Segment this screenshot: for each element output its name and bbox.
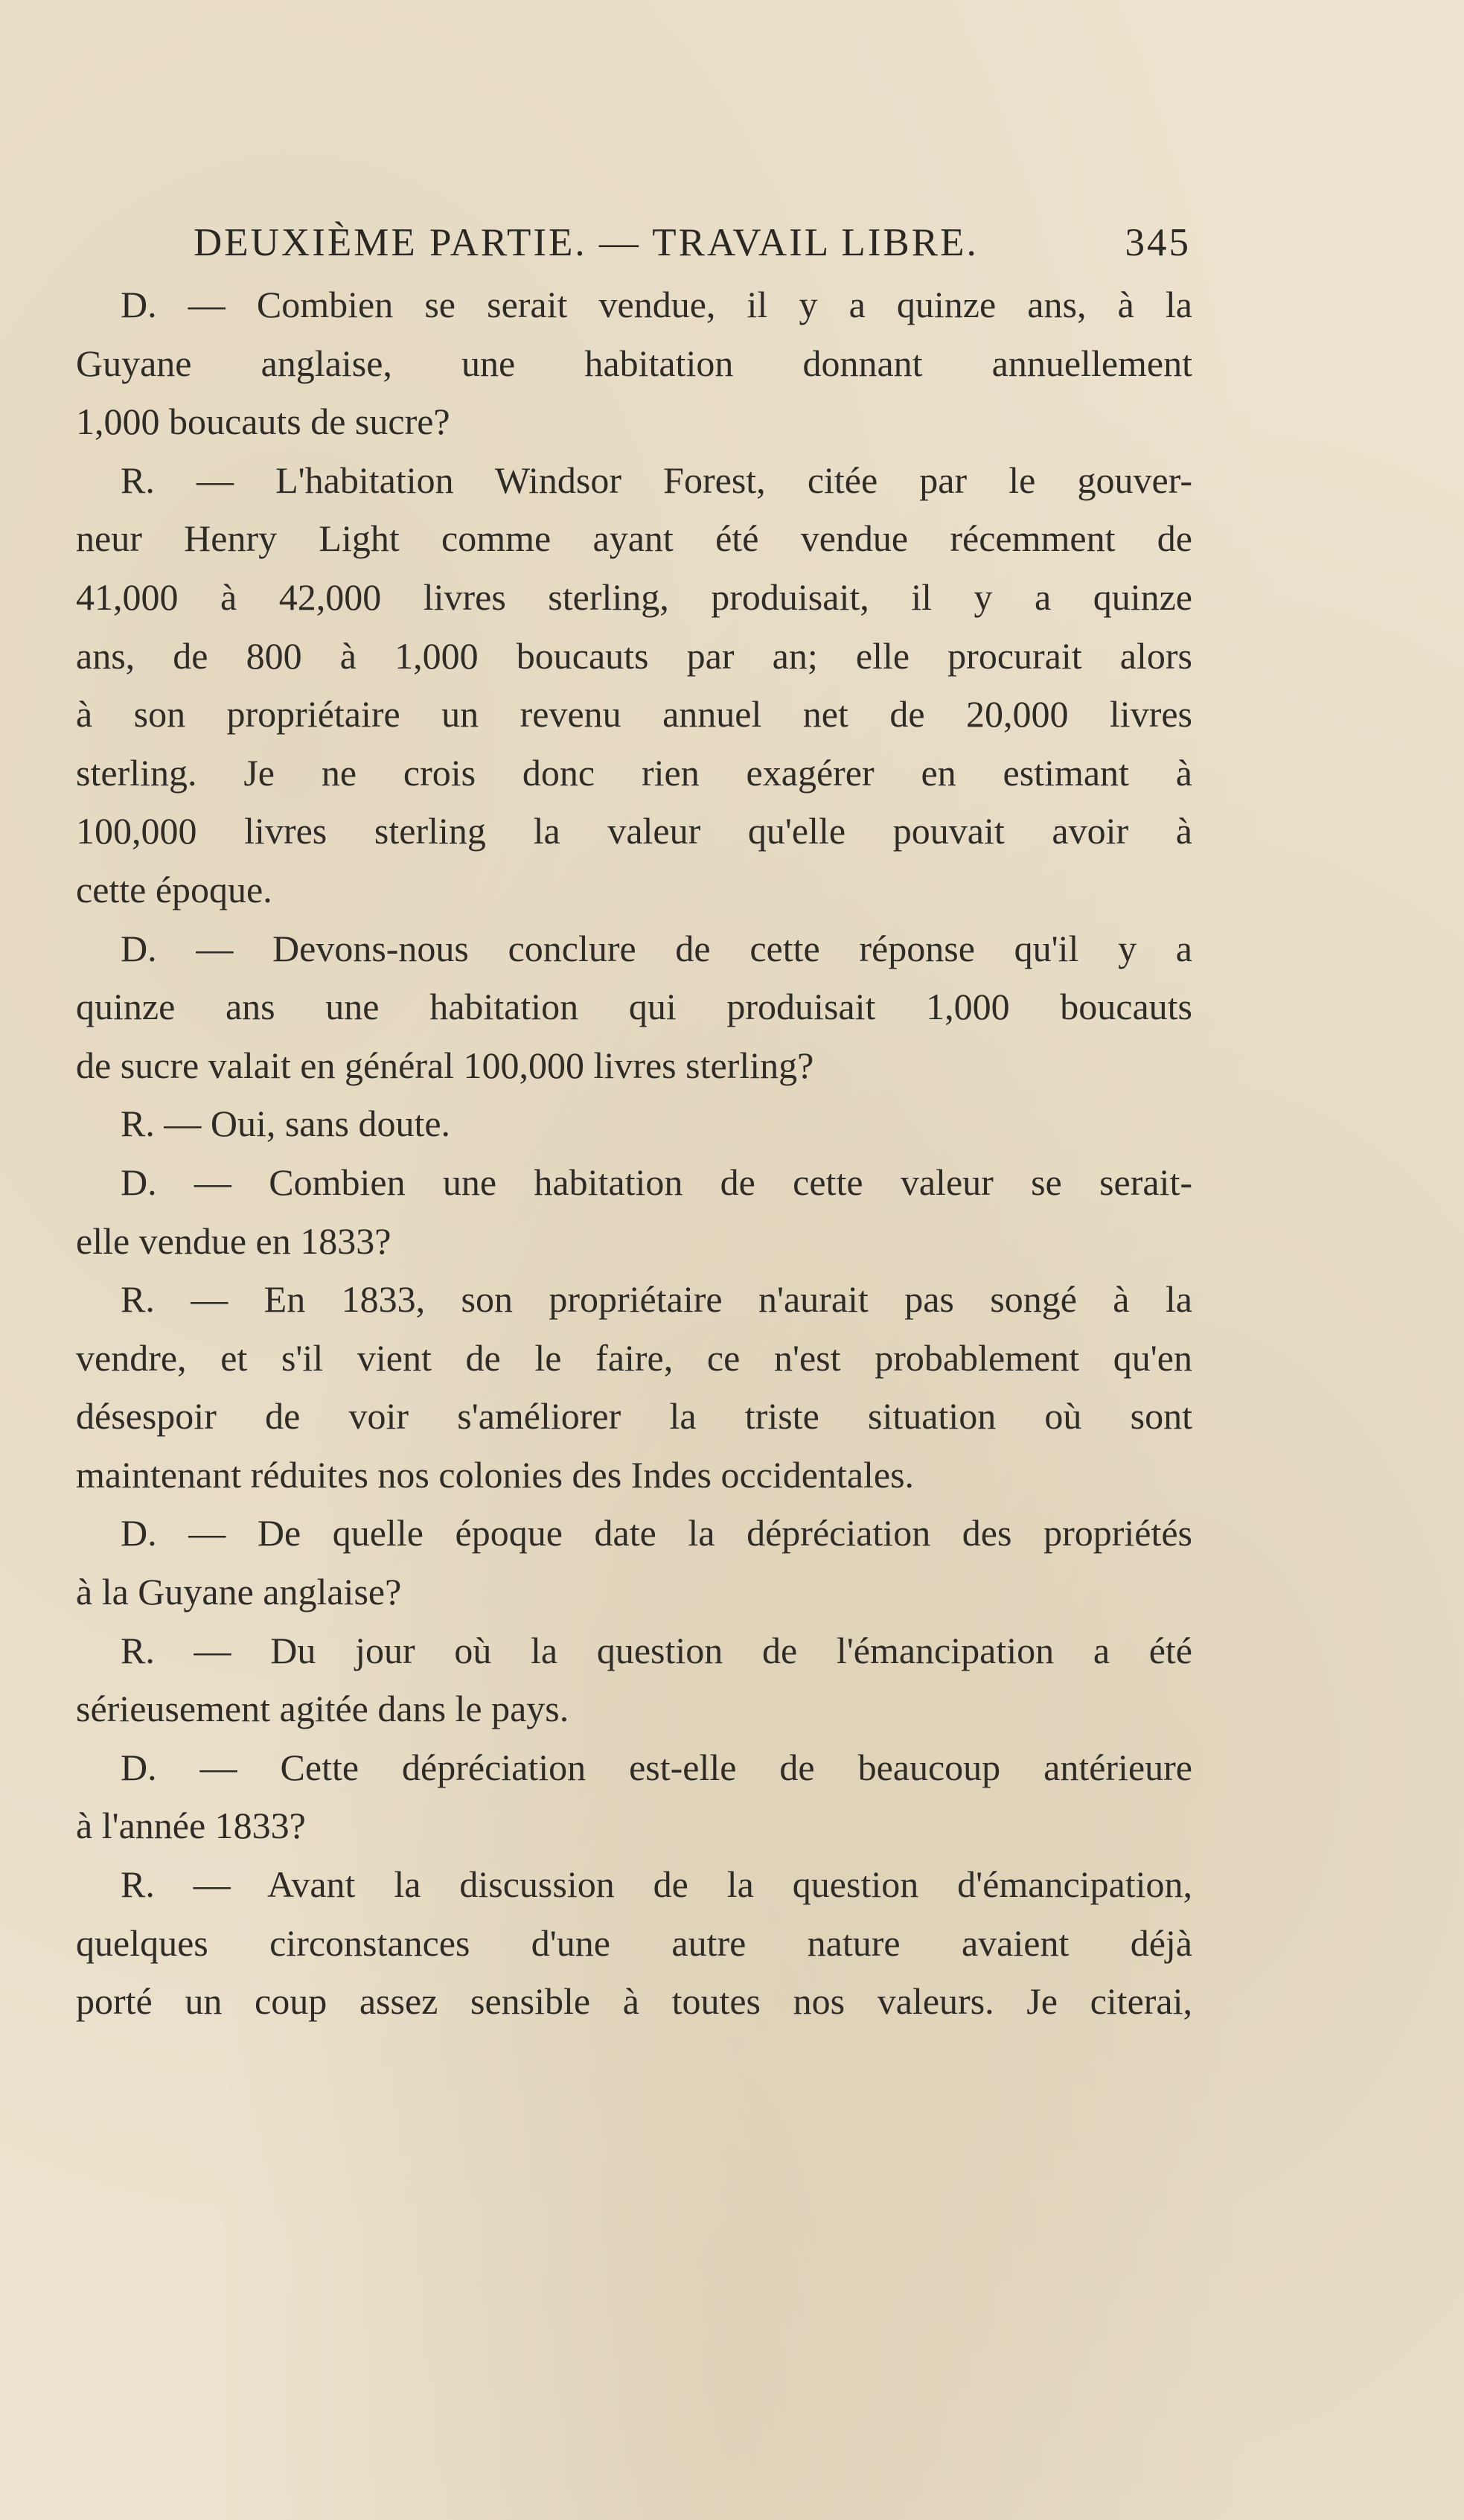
text-line: vendre, et s'il vient de le faire, ce n'est probablement qu'en (76, 1336, 1192, 1379)
running-head (194, 220, 1191, 280)
text-line: 1,000 boucauts de sucre? (76, 401, 450, 443)
text-line: D. — De quelle époque date la dépréciation des propriétés (121, 1512, 1192, 1554)
text-line: Guyane anglaise, une habitation donnant annuellement (76, 342, 1192, 384)
text-line: à la Guyane anglaise? (76, 1571, 402, 1613)
page-number: 345 (1125, 221, 1191, 264)
text-line: ans, de 800 à 1,000 boucauts par an; elle procurait alors (76, 634, 1192, 677)
text-line: R. — Du jour où la question de l'émancipation a été (121, 1629, 1192, 1671)
text-line: D. — Devons-nous conclure de cette réponse qu'il y a (121, 927, 1192, 969)
text-line: 41,000 à 42,000 livres sterling, produisait, il y a quinze (76, 575, 1192, 618)
text-line: porté un coup assez sensible à toutes nos valeurs. Je citerai, (76, 1980, 1192, 2023)
text-line: elle vendue en 1833? (76, 1219, 391, 1262)
text-line: cette époque. (76, 868, 272, 910)
text-line: D. — Combien se serait vendue, il y a quinze ans, à la (121, 284, 1192, 325)
text-line: à l'année 1833? (76, 1805, 306, 1847)
text-line: sterling. Je ne crois donc rien exagérer en estimant à (76, 751, 1192, 794)
text-line: D. — Combien une habitation de cette valeur se serait- (121, 1161, 1192, 1203)
text-line: de sucre valait en général 100,000 livres sterling? (76, 1044, 814, 1086)
text-line: R. — Oui, sans doute. (121, 1103, 451, 1145)
text-line: sérieusement agitée dans le pays. (76, 1688, 569, 1730)
text-line: à son propriétaire un revenu annuel net de 20,000 livres (76, 693, 1192, 736)
text-line: maintenant réduites nos colonies des Indes occidentales. (76, 1453, 915, 1496)
text-line: D. — Cette dépréciation est-elle de beaucoup antérieure (121, 1746, 1192, 1788)
text-line: R. — En 1833, son propriétaire n'aurait pas songé à la (121, 1278, 1192, 1321)
text-line: neur Henry Light comme ayant été vendue récemment de (76, 517, 1192, 560)
body-text (76, 275, 1192, 2031)
text-line: R. — Avant la discussion de la question d'émancipation, (121, 1863, 1192, 1906)
text-line: R. — L'habitation Windsor Forest, citée par le gouver- (121, 459, 1192, 501)
running-head-title: DEUXIÈME PARTIE. — TRAVAIL LIBRE. (194, 221, 979, 264)
text-line: quelques circonstances d'une autre nature avaient déjà (76, 1921, 1192, 1964)
text-line: 100,000 livres sterling la valeur qu'elle pouvait avoir à (76, 810, 1192, 852)
text-line: quinze ans une habitation qui produisait 1,000 boucauts (76, 986, 1192, 1028)
text-line: désespoir de voir s'améliorer la triste situation où sont (76, 1395, 1192, 1438)
